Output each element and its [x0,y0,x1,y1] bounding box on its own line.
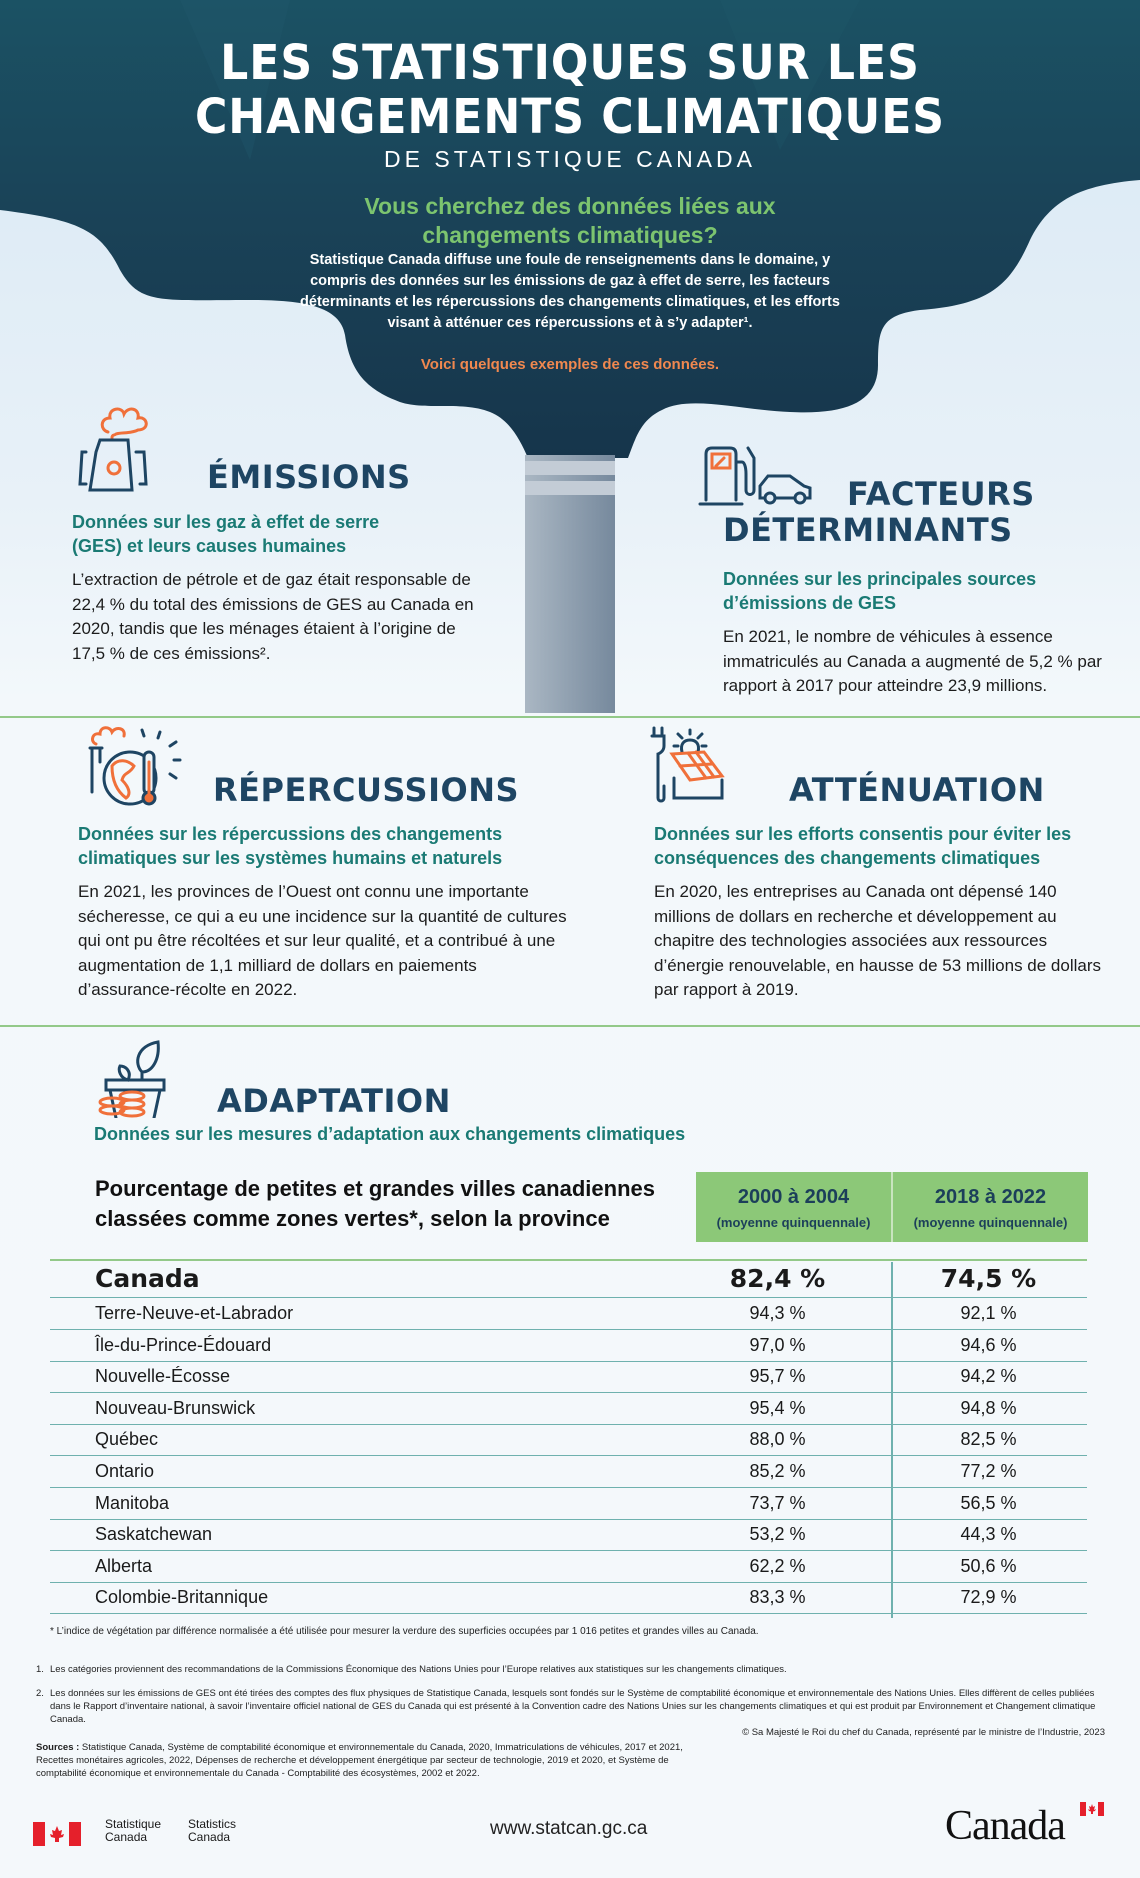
note-1: 1. Les catégories proviennent des recommandations de la Commissions Économique des Nations Unies pour l’Europe relatives aux statistiques sur les changements climatiques. [36,1664,787,1675]
table-row: Ontario 85,2 % 77,2 % [50,1456,1087,1488]
header-separator [891,1172,893,1242]
table-row: Manitoba 73,7 % 56,5 % [50,1488,1087,1520]
repercussions-body: En 2021, les provinces de l’Ouest ont connu une importante sécheresse, ce qui a eu une incidence sur la quantité de cultures qui ont pu être récoltées et sur leur qualité, et a contribué à une augmentation de 1,1 milliard de dollars en paiements d’assurance-récolte en 2022. [78,882,567,999]
attenuation-body: En 2020, les entreprises au Canada ont dépensé 140 millions de dollars en recherche et développement au chapitre des technologies associées aux ressources d’énergie renouvelable, en hausse de 53 millions de dollars par rapport à 2019. [654,882,1102,999]
chimney-illustration [525,455,615,713]
table-row: Nouveau-Brunswick 95,4 % 94,8 % [50,1393,1087,1425]
plant-coins-icon [92,1038,172,1118]
hero-question: Vous cherchez des données liées aux changements climatiques? [364,193,776,248]
table-row: Alberta 62,2 % 50,6 % [50,1551,1087,1583]
attenuation-title: ATTÉNUATION [789,771,1045,809]
repercussions-subtitle: Données sur les répercussions des changements climatiques sur les systèmes humains et naturels [78,824,503,868]
sources: Sources : Statistique Canada, Système de comptabilité économique et environnementale du Canada, 2020, Immatriculations de véhicules, 2017 et 2021, Recettes monétaires agricoles, 2022, Dépenses de recherche et développement énergétique par secteur de technologie, 2019 et 2020, et Système de comptabilité économique et environnementale du Canada - Comptabilité des écosystèmes, 2002 et 2022. [36,1742,683,1779]
canada-flag-icon [33,1822,81,1846]
solar-panel-icon [650,726,730,804]
table-row: Québec 88,0 % 82,5 % [50,1424,1087,1456]
page-subtitle: DE STATISTIQUE CANADA [384,146,756,172]
table-row: Colombie-Britannique 83,3 % 72,9 % [50,1582,1087,1614]
infographic-page: LES STATISTIQUES SUR LES CHANGEMENTS CLIMATIQUES DE STATISTIQUE CANADA Vous cherchez des données liées aux changements climatiques? Statistique Canada diffuse une foule de renseignements dans le domaine, y compris des données sur les émissions de gaz à effet de serre, les facteurs déterminants et les répercussions des changements climatiques, et les efforts visant à atténuer ces répercussions et à s’y adapter¹. Voici quelques exemples de ces données. ÉMISSIONS Données sur les gaz à effet de serre (GES) et leurs causes humaines L’extraction de pétrole et de gaz était responsable de 22,4 % du total des émissions de GES au Canada en 2020, tandis que les ménages étaient à l’origine de 17,5 % de ces émissions². FACTEURS DÉTERMINANTS Données sur les principales sources d’émissions de GES En 2021, le nombre de véhicules à essence immatriculés au Canada a augmenté de 5,2 % par rapport à 2017 pour atteindre 23,9 millions. RÉPERCUSSIONS Données sur les répercussions des changements climatiques sur les systèmes humains et naturels En 2021, les provinces de l’Ouest ont connu une importante sécheresse, ce qui a eu une incidence sur la quantité de cultures qui ont pu être récoltées et sur leur qualité, et a contribué à une augmentation de 1,1 milliard de dollars en paiements d’assurance-récolte en 2022. ATTÉNUATION Données sur les efforts consentis pour éviter les conséquences des changements climatiques En 2020, les entreprises au Canada ont dépensé 140 millions de dollars en recherche et développement au chapitre des technologies associées aux ressources d’énergie renouvelable, en hausse de 53 millions de dollars par rapport à 2019. ADAPTATION Données sur les mesures d’adaptation aux changements climatiques Pourcentage de petites et grandes villes canadiennes classées comme zones vertes*, selon la province 2000 à 2004 (moyenne quinquennale) 2018 à 2022 (moyenne quinquennale) Canada 82,4 % 74,5 % Terre-Neuve-et-Labrador 94,3 % 92,1 % Île-du-Prince-Édouard 97,0 % 94,6 % Nouvelle-Écosse 95,7 % 94,2 % Nouveau-Brunswick 95,4 % 94,8 % Québec 88,0 % 82,5 % Ontario 85,2 % 77,2 % Manitoba 73,7 % 56,5 % Saskatchewan 53,2 % 44,3 % Alberta 62,2 % 50,6 % Colombie-Britannique 83,3 % 72,9 % * L’indice de végétation par différence normalisée a été utilisée pour mesurer la verdure des superficies occupées par 1 016 petites et grandes villes au Canada. 1. Les catégories proviennent des recommandations de la Commissions Économique des Nations Unies pour l’Europe relatives aux statistiques sur les changements climatiques. 2. Les données sur les émissions de GES ont été tirées des comptes des flux physiques de Statistique Canada, lesquels sont fondés sur le Système de comptabilité économique et environnementale des Nations Unies. Elles diffèrent de celles publiées dans le Rapport d’inventaire national, à savoir l’inventaire officiel national de GES du Canada qui est présenté à la Convention cadre des Nations Unies sur les changements climatiques et qui est produit par Environnement et Changement climatique Canada. © Sa Majesté le Roi du chef du Canada, représenté par le ministre de l’Industrie, 2023 Sources : Statistique Canada, Système de comptabilité économique et environnementale du Canada, 2020, Immatriculations de véhicules, 2017 et 2021, Recettes monétaires agricoles, 2022, Dépenses de recherche et développement énergétique par secteur de technologie, 2019 et 2020, et Système de comptabilité économique et environnementale du Canada - Comptabilité des écosystèmes, 2002 et 2022. Statistique Canada Statistics Canada www.statcan.gc.ca Canada [0,0,1140,1878]
table-top-rule [50,1259,1087,1261]
adaptation-subtitle: Données sur les mesures d’adaptation aux changements climatiques [94,1124,686,1144]
table-row-total: Canada 82,4 % 74,5 % [50,1262,1087,1298]
hero-cta: Voici quelques exemples de ces données. [420,356,720,373]
adaptation-title: ADAPTATION [217,1082,451,1120]
column-separator [891,1262,893,1618]
globe-thermometer-icon [88,722,183,812]
repercussions-title: RÉPERCUSSIONS [213,771,520,809]
table-footnote: * L’indice de végétation par différence normalisée a été utilisée pour mesurer la verdure des superficies occupées par 1 016 petites et grandes villes au Canada. [50,1626,759,1637]
website-link[interactable]: www.statcan.gc.ca [490,1818,648,1839]
table-row: Terre-Neuve-et-Labrador 94,3 % 92,1 % [50,1298,1087,1330]
emissions-subtitle: Données sur les gaz à effet de serre (GES) et leurs causes humaines [72,512,380,556]
table-header-col2: 2018 à 2022 (moyenne quinquennale) [893,1172,1088,1242]
canada-wordmark: Canada [945,1803,1065,1849]
facteurs-body: En 2021, le nombre de véhicules à essence immatriculés au Canada a augmenté de 5,2 % par rapport à 2017 pour atteindre 23,9 millions. [723,627,1102,695]
emissions-title: ÉMISSIONS [207,458,411,496]
copyright: © Sa Majesté le Roi du chef du Canada, représenté par le ministre de l’Industrie, 2023 [742,1727,1105,1738]
table-row: Saskatchewan 53,2 % 44,3 % [50,1519,1087,1551]
table-row: Nouvelle-Écosse 95,7 % 94,2 % [50,1361,1087,1393]
cooling-tower-icon [78,402,158,494]
table-title: Pourcentage de petites et grandes villes canadiennes classées comme zones vertes*, selon la province [95,1176,655,1231]
table-header-col1: 2000 à 2004 (moyenne quinquennale) [696,1172,891,1242]
table-row: Île-du-Prince-Édouard 97,0 % 94,6 % [50,1330,1087,1362]
facteurs-subtitle: Données sur les principales sources d’émissions de GES [723,569,1037,613]
emissions-body: L’extraction de pétrole et de gaz était responsable de 22,4 % du total des émissions de GES au Canada en 2020, tandis que les ménages étaient à l’origine de 17,5 % de ces émissions². [72,570,474,663]
page-title: LES STATISTIQUES SUR LES CHANGEMENTS CLIMATIQUES [194,35,946,145]
wordmark-flag-icon [1080,1802,1104,1816]
facteurs-title: FACTEURS DÉTERMINANTS [723,475,1035,549]
section-divider [0,1025,1140,1027]
note-2: 2. Les données sur les émissions de GES ont été tirées des comptes des flux physiques de Statistique Canada, lesquels sont fondés sur le Système de comptabilité économique et environnementale des Nations Unies. Elles diffèrent de celles publiées dans le Rapport d’inventaire national, à savoir l’inventaire officiel national de GES du Canada qui est présenté à la Convention cadre des Nations Unies sur les changements climatiques et qui est produit par Environnement et Changement climatique Canada. [36,1688,1096,1725]
hero-intro: Statistique Canada diffuse une foule de renseignements dans le domaine, y compris des données sur les émissions de gaz à effet de serre, les facteurs déterminants et les répercussions des changements climatiques, et les efforts visant à atténuer ces répercussions et à s’y adapter¹. [300,252,840,331]
attenuation-subtitle: Données sur les efforts consentis pour éviter les conséquences des changements climatiques [654,824,1072,868]
section-divider [0,716,1140,718]
